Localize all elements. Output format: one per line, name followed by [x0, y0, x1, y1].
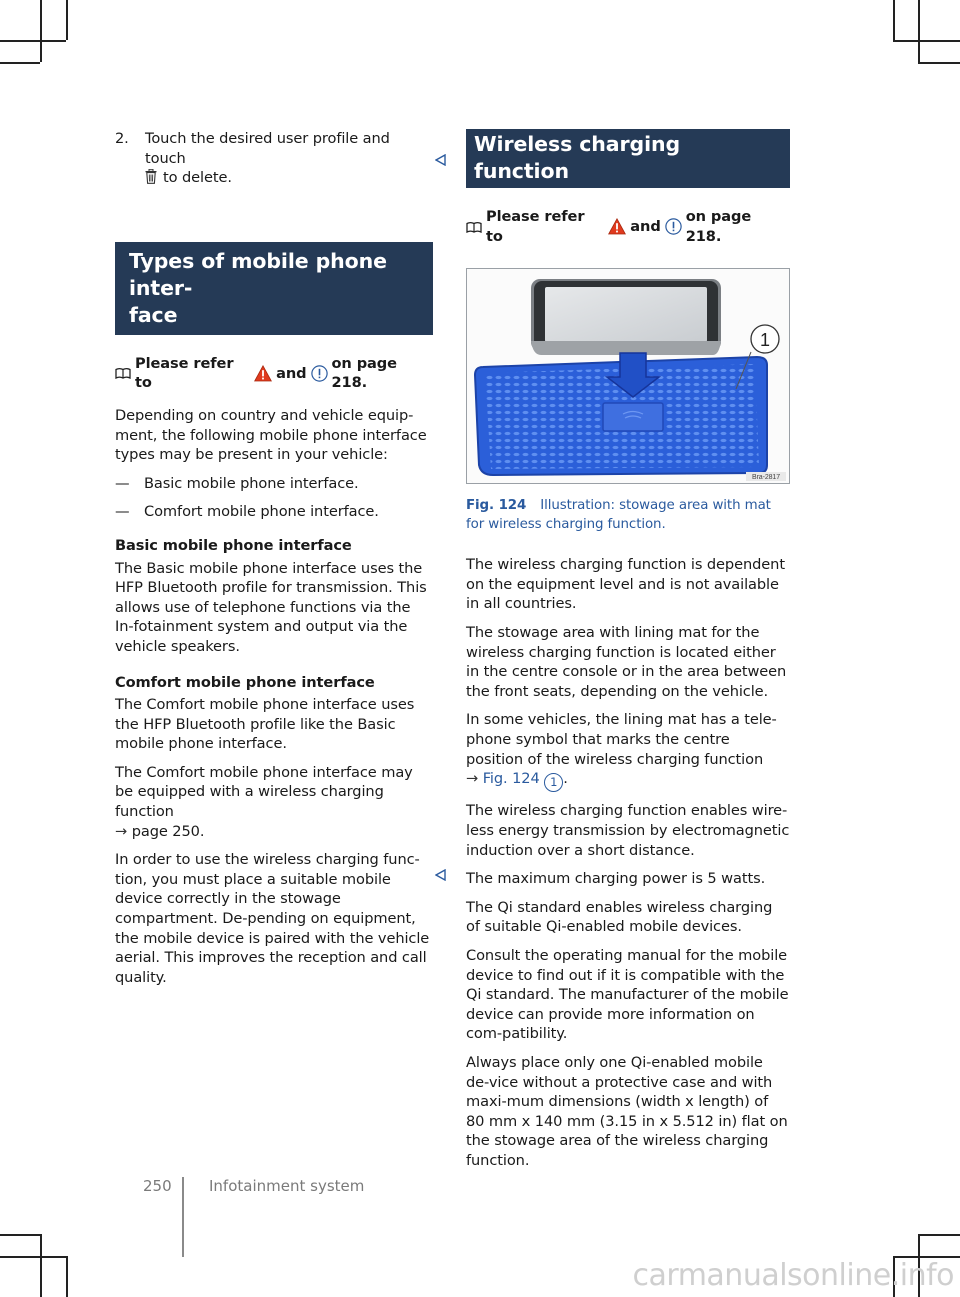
paragraph-compatibility: Consult the operating manual for the mobile device to find out if it is compatible with the Qi standard. The manufacturer of the mobile device can provide more information on com-patibility.	[466, 946, 789, 1043]
step-number: 2.	[115, 130, 129, 147]
figure-label: Fig. 124	[466, 498, 527, 514]
safety-reference: Please refer to and on page 218.	[466, 207, 790, 246]
section-end-icon	[435, 151, 446, 170]
warning-icon	[608, 218, 626, 235]
paragraph-power: The maximum charging power is 5 watts.	[466, 870, 766, 888]
basic-interface-heading: Basic mobile phone interface	[115, 536, 352, 554]
safety-reference: Please refer to and on page 218.	[115, 354, 433, 393]
paragraph-location: The stowage area with lining mat for the wireless charging function is located either in the centre console or in the area between the front seats, depending on the vehicle.	[466, 623, 787, 700]
list-item: — Basic mobile phone interface.	[115, 474, 359, 492]
figure-link[interactable]: Fig. 124	[482, 770, 540, 788]
step-2	[115, 129, 433, 190]
footer-divider	[182, 1177, 184, 1257]
step-2-text-end: to delete.	[163, 169, 232, 187]
figure-caption	[466, 496, 790, 534]
infotainment-screen-drawing	[531, 279, 721, 355]
intro-paragraph: Depending on country and vehicle equip-ment, the following mobile phone interface types may be present in your vehicle:	[115, 406, 427, 464]
paragraph-symbol: In some vehicles, the lining mat has a tele-phone symbol that marks the centre position of the wireless charging function → Fig. 124 1 .	[466, 710, 790, 792]
section-end-icon	[435, 866, 446, 885]
page-link[interactable]: page 250.	[131, 822, 205, 840]
book-icon	[466, 221, 482, 233]
comfort-interface-text-2: The Comfort mobile phone interface may be equipped with a wireless charging function → page 250.	[115, 763, 413, 840]
paragraph-qi-standard: The Qi standard enables wireless charging of suitable Qi-enabled mobile devices.	[466, 898, 773, 936]
page-number: 250	[143, 1177, 172, 1195]
arrow-right-icon: →	[115, 822, 128, 840]
right-column	[466, 129, 790, 1179]
basic-interface-text: The Basic mobile phone interface uses the HFP Bluetooth profile for transmission. This allows use of telephone functions via the In-fotainment system and output via the vehicle speakers.	[115, 559, 427, 655]
warning-icon	[254, 365, 272, 382]
step-2-text: Touch the desired user profile and touch	[145, 130, 390, 167]
comfort-interface-text-3: In order to use the wireless charging func-tion, you must place a suitable mobile device correctly in the stowage compartment. De-pending on equipment, the mobile device is paired with the vehicle aerial. This improves the reception and call quality.	[115, 851, 430, 986]
figure-124-illustration	[466, 268, 790, 484]
notice-icon	[311, 365, 328, 382]
comfort-interface-text-1: The Comfort mobile phone interface uses the HFP Bluetooth profile like the Basic mobile phone interface.	[115, 696, 415, 753]
paragraph-availability: The wireless charging function is dependent on the equipment level and is not available in all countries.	[466, 556, 785, 613]
left-column	[115, 129, 433, 996]
callout-label: 1	[760, 330, 770, 351]
section-heading-wireless-charging: Wireless charging function	[466, 129, 790, 188]
callout-1	[751, 325, 779, 353]
chapter-name: Infotainment system	[209, 1177, 365, 1195]
section-heading-phone-interface: Types of mobile phone inter- face	[115, 242, 433, 335]
watermark: carmanualsonline.info	[632, 1258, 954, 1293]
list-item: — Comfort mobile phone interface.	[115, 503, 379, 521]
paragraph-induction: The wireless charging function enables wire-less energy transmission by electromagnetic induction over a short distance.	[466, 802, 790, 859]
paragraph-placement: Always place only one Qi-enabled mobile de-vice without a protective case and with maxi-mum dimensions (width x length) of 80 mm x 140 mm (3.15 in x 5.512 in) flat on the stowage area of the wireless charging function.	[466, 1053, 788, 1169]
notice-icon	[665, 218, 682, 235]
trash-icon	[145, 169, 157, 190]
callout-reference: 1	[544, 773, 563, 792]
book-icon	[115, 367, 131, 379]
figure-caption-text: Illustration: stowage area with mat for wireless charging function.	[466, 498, 771, 533]
comfort-interface-heading: Comfort mobile phone interface	[115, 673, 375, 691]
arrow-right-icon: →	[466, 770, 479, 788]
figure-code: Bra-2817	[752, 474, 780, 482]
